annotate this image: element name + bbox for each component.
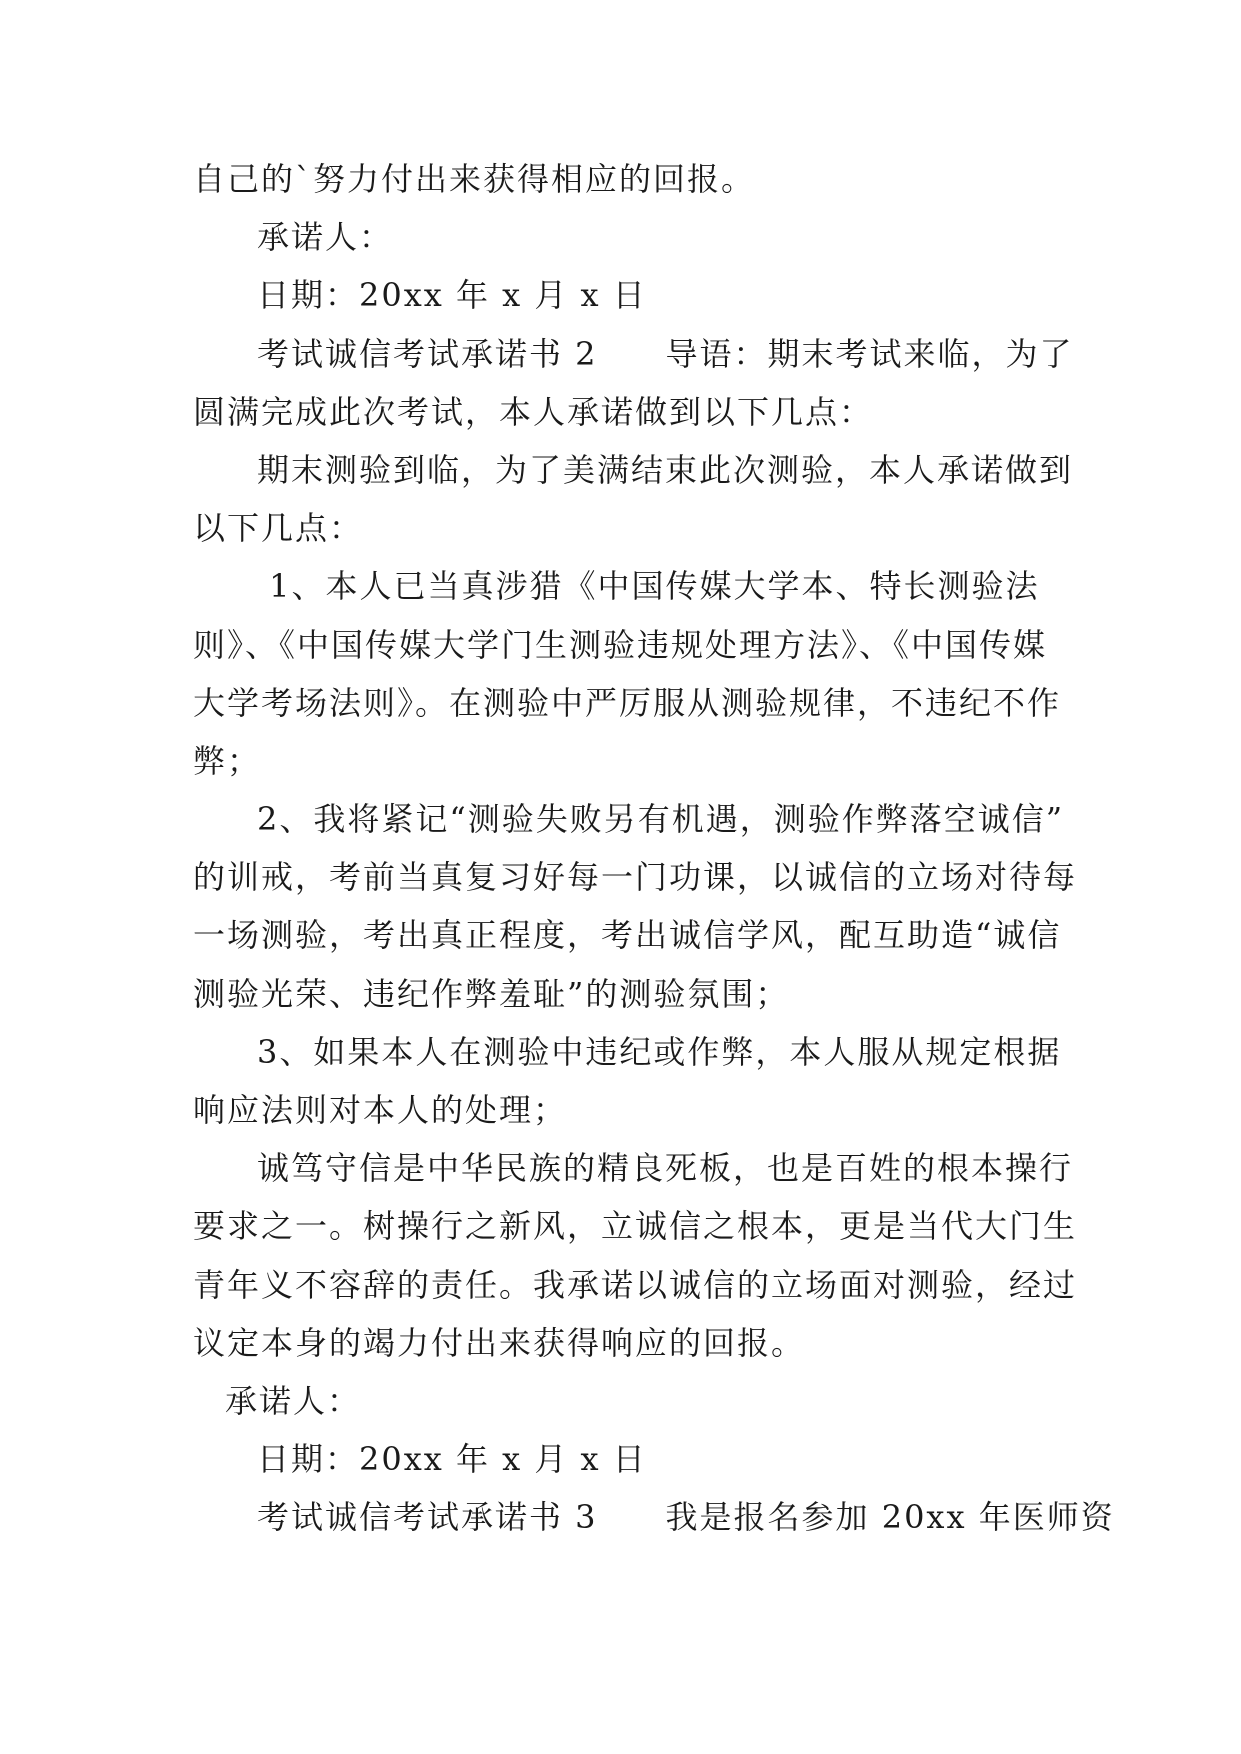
paragraph-line: 大学考场法则》。在测验中严厉服从测验规律，不违纪不作 xyxy=(193,683,1062,722)
section-heading-3: 考试诚信考试承诺书 3 我是报名参加 20xx 年医师资 xyxy=(257,1498,1115,1537)
paragraph-line: 的训戒，考前当真复习好每一门功课，以诚信的立场对待每 xyxy=(193,858,1078,897)
paragraph-line: 要求之一。树操行之新风，立诚信之根本，更是当代大门生 xyxy=(193,1207,1078,1246)
signer-label: 承诺人： xyxy=(257,218,394,257)
document-body xyxy=(193,150,1115,1547)
paragraph-line: 圆满完成此次考试，本人承诺做到以下几点： xyxy=(193,392,874,431)
list-item-2: 2、我将紧记“测验失败另有机遇，测验作弊落空诚信” xyxy=(257,800,1065,839)
date-line: 日期：20xx 年 x 月 x 日 xyxy=(257,1440,647,1479)
signer-label: 承诺人： xyxy=(225,1381,362,1420)
paragraph-line: 自己的`努力付出来获得相应的回报。 xyxy=(193,160,756,198)
paragraph-line: 议定本身的竭力付出来获得响应的回报。 xyxy=(193,1323,806,1362)
date-line: 日期：20xx 年 x 月 x 日 xyxy=(257,276,647,315)
paragraph-line: 则》、《中国传媒大学门生测验违规处理方法》、《中国传媒 xyxy=(193,625,1048,664)
paragraph-line: 响应法则对本人的处理； xyxy=(193,1091,568,1129)
section-heading-2: 考试诚信考试承诺书 2 导语：期末考试来临，为了 xyxy=(257,334,1074,373)
paragraph-line: 青年义不容辞的责任。我承诺以诚信的立场面对测验，经过 xyxy=(193,1265,1078,1304)
paragraph-line: 期末测验到临，为了美满结束此次测验，本人承诺做到 xyxy=(257,450,1074,489)
paragraph-line: 弊； xyxy=(193,741,262,780)
paragraph-line: 诚笃守信是中华民族的精良死板，也是百姓的根本操行 xyxy=(257,1149,1074,1188)
paragraph-line: 以下几点： xyxy=(193,509,364,548)
list-item-1: 1、本人已当真涉猎《中国传媒大学本、特长测验法 xyxy=(257,567,1040,606)
paragraph-line: 测验光荣、违纪作弊羞耻”的测验氛围； xyxy=(193,974,790,1013)
list-item-3: 3、如果本人在测验中违纪或作弊，本人服从规定根据 xyxy=(257,1032,1062,1071)
paragraph-line: 一场测验，考出真正程度，考出诚信学风，配互助造“诚信 xyxy=(193,916,1062,955)
